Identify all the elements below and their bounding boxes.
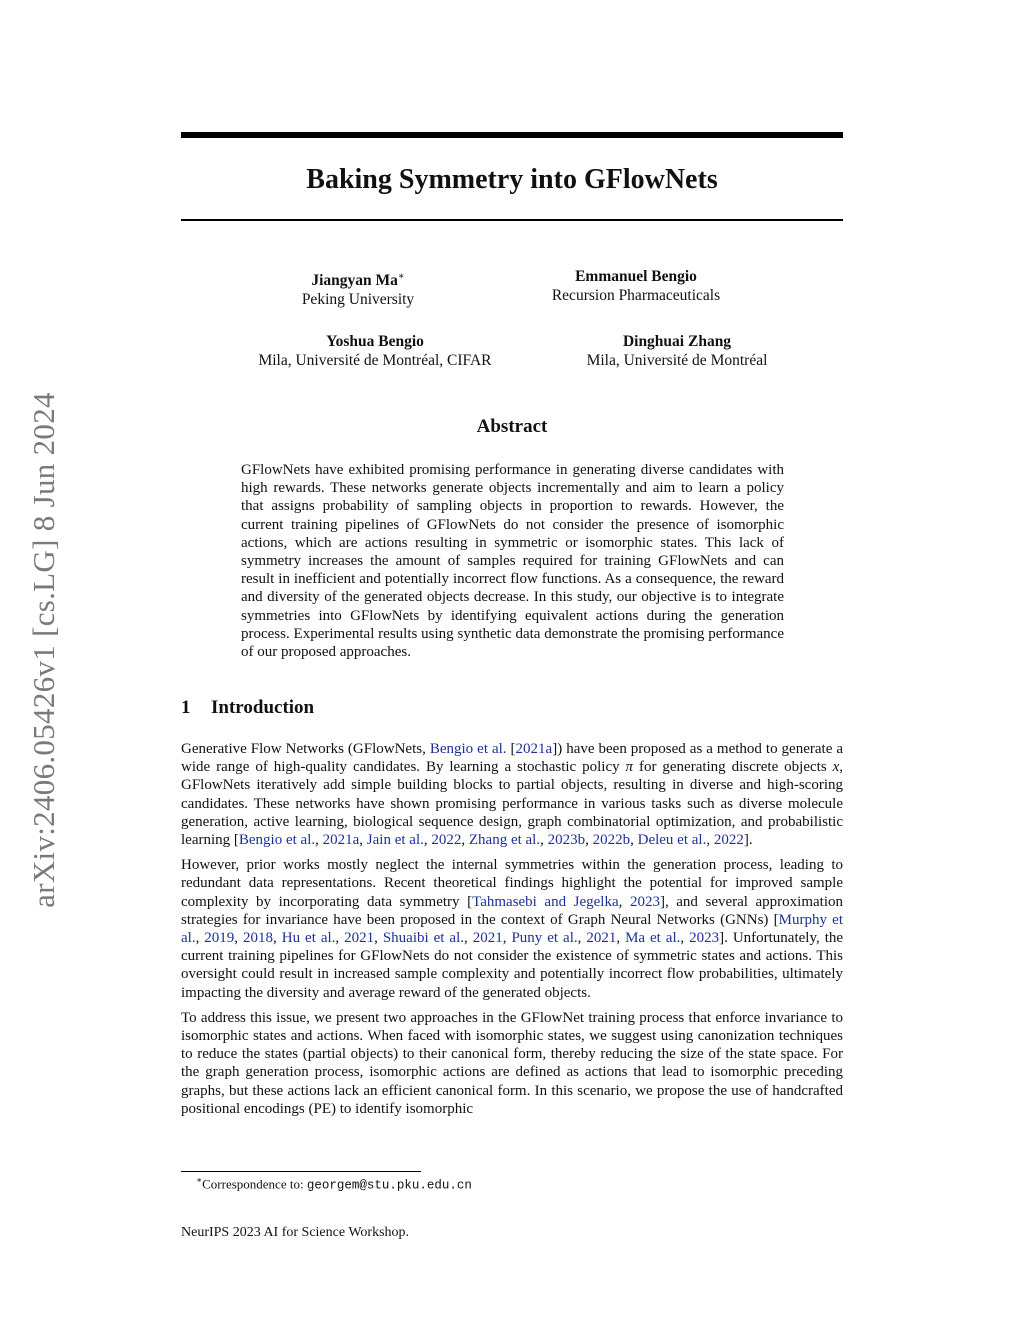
paragraph: However, prior works mostly neglect the internal symmetries within the generation process, leading to redundant data representations. Recent theoretical findings highlight the potential for improved sample complexity by incorporating data symmetry [Tahmasebi and Jegelka, 2023], and several approximation strategies for invariance have been proposed in the context of Graph Neural Networks (GNNs) [Murphy et al., 2019, 2018, Hu et al., 2021, Shuaibi et al., 2021, Puny et al., 2021, Ma et al., 2023]. Unfortunately, the current training pipelines for GFlowNets do not consider the existence of symmetric states and actions. This oversight could result in increased sample complexity and potentially incorrect flow probabilities, ultimately impacting the diversity and average reward of the generated objects. [181,857,844,1001]
section-heading [181,697,314,719]
citation-link[interactable]: 2021 [344,930,375,947]
author-affiliation: Recursion Pharmaceuticals [551,287,721,304]
footnote-label: Correspondence to: [202,1176,307,1192]
author-affiliation: Mila, Université de Montréal, CIFAR [258,352,492,369]
author-name: Yoshua Bengio [326,333,424,350]
citation-link[interactable]: Bengio et al. [429,741,507,757]
author-block [210,332,540,370]
citation-link[interactable]: Shuaibi et al. [382,930,465,947]
author-block [512,332,842,370]
citation-link[interactable]: Tahmasebi and Jegelka [472,893,619,910]
paragraph: To address this issue, we present two approaches in the GFlowNet training process that enforce invariance to isomorphic states and actions. When faced with isomorphic states, we suggest using canonization techniques to reduce the states (partial objects) to their canonical form, thereby reducing the size of the state space. For the graph generation process, isomorphic actions are defined as actions that lead to isomorphic preceding graphs, but these actions lack an efficient canonical form. In this scenario, we propose the use of handcrafted positional encodings (PE) to identify isomorphic [181,1009,843,1117]
author-affiliation: Peking University [301,291,415,309]
citation-link[interactable]: 2021a [322,832,360,849]
footnote-email: georgem@stu.pku.edu.cn [306,1178,472,1193]
citation-link[interactable]: 2023 [689,930,720,947]
paper-title: Baking Symmetry into GFlowNets [306,164,718,195]
footnote [196,1175,472,1192]
citation-link[interactable]: Deleu et al. [637,832,707,849]
citation-link[interactable]: 2023 [629,893,660,910]
title-rule-bottom [181,219,843,221]
citation-link[interactable]: 2021 [586,930,617,947]
citation-link[interactable]: Murphy et al. [181,911,843,947]
venue-note: NeurIPS 2023 AI for Science Workshop. [181,1225,410,1240]
section-number: 1 [181,697,191,718]
author-affiliation: Mila, Université de Montréal [586,352,768,369]
author-block [471,267,801,305]
citation-link[interactable]: Bengio et al. [238,832,316,849]
math-symbol: π [625,759,634,776]
citation-link[interactable]: Puny et al. [511,930,578,947]
citation-link[interactable]: Ma et al. [625,930,681,947]
citation-link[interactable]: 2022 [713,832,744,849]
abstract-heading: Abstract [476,416,548,437]
citation-link[interactable]: 2018 [243,930,274,947]
citation-link[interactable]: Zhang et al. [468,832,541,849]
citation-link[interactable]: 2023b [547,832,586,849]
citation-link[interactable]: Jain et al. [366,832,424,849]
math-symbol: x [832,759,840,776]
abstract-text: GFlowNets have exhibited promising performance in generating diverse candidates with high rewards. These networks generate objects incrementally and aim to learn a policy that assigns probability of sampling objects in proportion to rewards. However, the current training pipelines of GFlowNets do not consider the presence of isomorphic actions, which are actions resulting in symmetric or isomorphic states. This lack of symmetry increases the amount of samples required for training GFlowNets and can result in inefficient and potentially incorrect flow functions. As a consequence, the reward and diversity of the generated objects decrease. In this study, our objective is to integrate symmetries into GFlowNets by identifying equivalent actions during the generation process. Experimental results using synthetic data demonstrate the promising performance of our proposed approaches. [241,462,784,661]
citation-link[interactable]: 2021 [472,930,503,947]
title-rule-top [181,132,843,138]
paragraph: Generative Flow Networks (GFlowNets, Bengio et al. [2021a]) have been proposed as a method to generate a wide range of high-quality candidates. By learning a stochastic policy π for generating discrete objects x, GFlowNets iteratively add simple building blocks to partial objects, resulting in diverse and high-scoring candidates. These networks have shown promising performance in various tasks such as diverse molecule generation, active learning, biological sequence design, graph combinatorial optimization, and probabilistic learning [Bengio et al., 2021a, Jain et al., 2022, Zhang et al., 2023b, 2022b, Deleu et al., 2022]. [181,741,844,849]
citation-link[interactable]: 2022b [592,832,631,849]
citation-link[interactable]: Hu et al. [281,930,336,947]
section-title: Introduction [211,697,315,718]
author-footnote-mark: ∗ [397,271,405,282]
citation-link[interactable]: 2022 [431,832,462,849]
author-name: Jiangyan Ma [311,272,398,290]
footnote-mark: ∗ [196,1175,203,1185]
author-name: Dinghuai Zhang [622,333,732,350]
footnote-rule [181,1171,421,1172]
citation-link[interactable]: 2019 [204,930,235,947]
body-text [181,740,843,1125]
citation-link[interactable]: 2021a [515,741,553,757]
arxiv-identifier: arXiv:2406.05426v1 [cs.LG] 8 Jun 2024 [26,392,61,908]
author-name: Emmanuel Bengio [575,268,697,285]
